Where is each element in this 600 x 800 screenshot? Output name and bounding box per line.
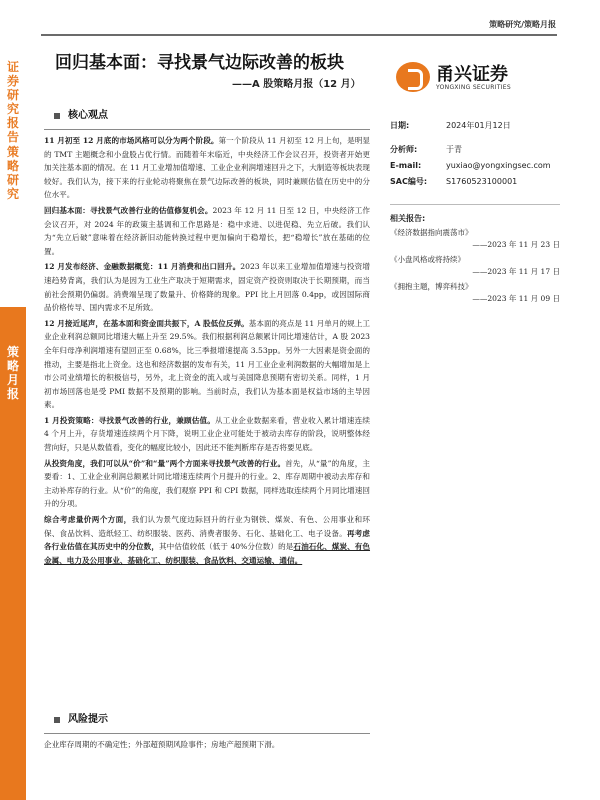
side-label-strategy-monthly: 策略月报	[6, 345, 19, 401]
email-row: E-mail: yuxiao@yongxingsec.com	[390, 161, 551, 170]
analyst-row: 分析师: 于青	[390, 145, 462, 154]
main-column	[44, 108, 370, 569]
related-report-item[interactable]: 《经济数据指向震荡市》 ——2023 年 11 月 23 日	[390, 228, 560, 249]
header-rule	[41, 34, 557, 36]
sac-row: SAC编号: S1760523100001	[390, 177, 518, 186]
report-title: 回归基本面：寻找景气边际改善的板块	[55, 53, 344, 73]
paragraph-3: 12 月发布经济、金融数据概览：11 月消费和出口回升。2023 年以来工业增加值增速与投资增速趋势背离，我们认为是因为工业生产取决于短期需求，固定资产投资则取决于长期预期，而当前社会预期仍偏弱。消费端呈现了数量升、价格降的现象。PPI 比上月回落 0.4pp，或因国际商品价格传导、国内需求不足所致。	[44, 262, 370, 313]
paragraph-6: 从投资角度，我们可以从“价”和“量”两个方面来寻找景气改善的行业。首先，从“量”的角度，主要看：1、工业企业利润总额累计同比增速连续两个月提升的行业。2、库存周期中被动去库存和主动补库存的行业。从“价”的角度，我们观察 PPI 和 CPI 数据，同样选取连续两个月同比增速回升的分项。	[44, 458, 371, 509]
risk-section	[44, 712, 370, 754]
paragraph-2: 回归基本面：寻找景气改善行业的估值修复机会。2023 年 12 月 11 日至 12 日，中央经济工作会议召开，对 2024 年的政策主基调和工作思路是：稳中求进、以进促稳、先立后破。我们认为“先立后破”意味着在经济新旧动能转换过程中更加偏向于稳增长，把“稳增长”放在基础的位置。	[44, 205, 371, 256]
date-row: 日期: 2024年01月12日	[390, 121, 511, 130]
company-logo	[396, 60, 556, 96]
square-bullet-icon	[54, 717, 60, 723]
section-risk-title: 风险提示	[68, 714, 108, 725]
paragraph-4: 12 月接近尾声，在基本面和资金面共振下，A 股低位反弹。基本面的亮点是 11 月单月的规上工业企业利润总额同比增速大幅上升至 29.5%。我们根据利润总额累计同比增速估计，A 股 2023 全年归母净利润增速有望回正至 0.68%，比三季报增速提高 3.53pp。另外一大因素是资金面的推动，主要是指北上资金。这也和经济数据的发布有关，11 月工业企业利润数据的大幅增加是上市公司业绩增长的积极信号，另外，北上资金的流入或与美国降息预期有密切关系。同样，1 月初市场回落也是受 PMI 数据不及预期的影响。当前时点，我们认为基本面是权益市场的主导因素。	[44, 318, 370, 410]
report-category: 策略研究/策略月报	[489, 20, 556, 29]
risk-text: 企业库存周期的不确定性；外部超预期风险事件；房地产超预期下滑。	[44, 740, 280, 749]
related-reports-heading: 相关报告:	[390, 204, 560, 224]
paragraph-7: 综合考虑量价两个方面，我们认为景气度边际回升的行业为钢铁、煤炭、有色、公用事业和环保、食品饮料、造纸轻工、纺织服装、医药、消费者服务、石化、基础化工、电子设备。再考虑各行业估值在其历史中的分位数，其中估值较低（低于 40%分位数）的是石油石化、煤炭、有色金属、电力及公用事业、基础化工、纺织服装、食品饮料、交通运输、通信。	[44, 515, 371, 565]
info-column	[390, 120, 560, 305]
related-report-item[interactable]: 《小盘风格或将持续》 ——2023 年 11 月 17 日	[390, 255, 560, 276]
report-subtitle: ——A 股策略月报（12 月）	[232, 79, 361, 90]
logo-text-en: YONGXING SECURITIES	[436, 84, 511, 91]
paragraph-5: 1 月投资策略：寻找景气改善的行业，兼顾估值。从工业企业数据来看，营业收入累计增速连续 4 个月上升，存货增速连续两个月下降，说明工业企业可能处于被动去库存的阶段，说明整体经营向好，只是从数值看，变化的幅度比较小，因此还不能判断库存是否将要见底。	[44, 415, 370, 453]
side-label-strategy-research: 策略研究	[6, 145, 19, 201]
related-report-item[interactable]: 《拥抱主题，博弈科技》 ——2023 年 11 月 09 日	[390, 282, 560, 303]
section-core-header	[44, 108, 370, 130]
square-bullet-icon	[54, 113, 60, 119]
logo-text-cn: 甬兴证券	[436, 64, 508, 85]
logo-icon	[396, 62, 430, 92]
side-label-research-report: 证券研究报告	[6, 60, 19, 144]
paragraph-1: 11 月初至 12 月底的市场风格可以分为两个阶段。第一个阶段从 11 月初至 12 月上旬，是明显的 TMT 主题概念和小盘股占优行情。而随着年末临近，中央经济工作会议召开，投资者开始更加关注基本面的情况。在 11 月工业增加值增速、工业企业利润增速回升之下，大制造等板块表现较好。我们认为，接下来的行业轮动将聚焦在景气边际改善的板块，同时兼顾估值在历史中的分位水平。	[44, 136, 370, 200]
section-risk-header	[44, 712, 370, 734]
section-core-title: 核心观点	[68, 110, 108, 121]
